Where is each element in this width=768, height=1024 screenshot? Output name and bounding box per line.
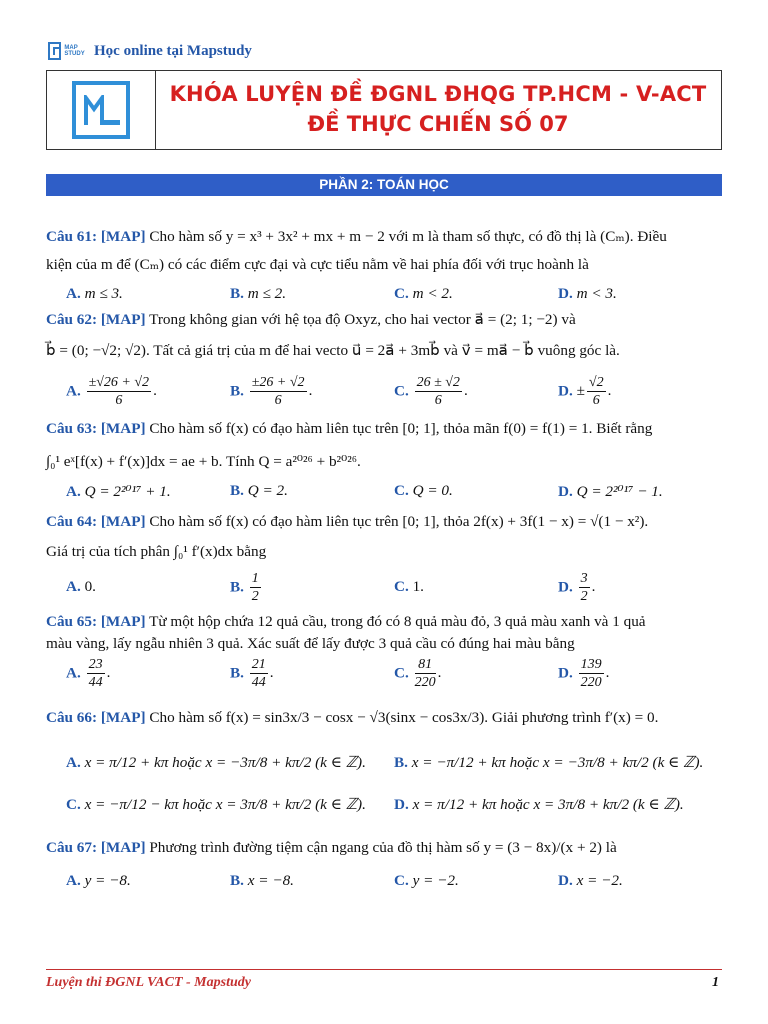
question-67: Câu 67: [MAP] Phương trình đường tiệm cận ngang của đồ thị hàm số y = (3 − 8x)/(x + 2) là (46, 839, 617, 856)
option-a[interactable]: A. Q = 2²⁰¹⁷ + 1. (66, 483, 171, 500)
option-c[interactable]: C. Q = 0. (394, 482, 453, 499)
question-62-options (66, 374, 726, 414)
question-61: Câu 61: [MAP] Cho hàm số y = x³ + 3x² + mx + m − 2 với m là tham số thực, có đồ thị là (Cₘ). Điều (46, 228, 667, 245)
option-d[interactable]: D. m < 3. (558, 285, 617, 302)
option-d[interactable]: D. $\frac{139}{220}$ . (558, 657, 610, 690)
question-65-options (66, 656, 726, 696)
question-62: Câu 62: [MAP] Trong không gian với hệ tọa độ Oxyz, cho hai vector a⃗ = (2; 1; −2) và (46, 311, 576, 328)
option-d[interactable]: D. x = −2. (558, 872, 623, 889)
question-66-options-row2 (66, 795, 726, 815)
option-d[interactable]: D. x = π/12 + kπ hoặc x = 3π/8 + kπ/2 (k ∈ ℤ). (394, 796, 684, 813)
footer-divider (46, 969, 722, 970)
question-61-options (66, 285, 726, 305)
question-65: Câu 65: [MAP] Từ một hộp chứa 12 quả cầu, trong đó có 8 quả màu đỏ, 3 quả màu xanh và 1 quả (46, 613, 646, 630)
question-64: Câu 64: [MAP] Cho hàm số f(x) có đạo hàm liên tục trên [0; 1], thỏa 2f(x) + 3f(1 − x) = √(1 − x²). (46, 513, 649, 530)
question-66-options-row1 (66, 753, 726, 773)
option-c[interactable]: C. y = −2. (394, 872, 459, 889)
logo-cell (47, 71, 156, 149)
option-a[interactable]: A. y = −8. (66, 872, 131, 889)
option-d[interactable]: D. Q = 2²⁰¹⁷ − 1. (558, 483, 663, 500)
question-67-options (66, 872, 726, 892)
option-b[interactable]: B. x = −π/12 + kπ hoặc x = −3π/8 + kπ/2 (k ∈ ℤ). (394, 754, 704, 771)
question-65-line2: màu vàng, lấy ngẫu nhiên 3 quả. Xác suất để lấy được 3 quả cầu có đúng hai màu bằng (46, 635, 575, 652)
option-b[interactable]: B. x = −8. (230, 872, 294, 889)
site-label: Học online tại Mapstudy (94, 42, 252, 59)
question-61-line2: kiện của m để (Cₘ) có các điểm cực đại và cực tiểu nằm về hai phía đối với trục hoành là (46, 256, 589, 273)
mapstudy-logo-small: MAP STUDY (48, 40, 88, 62)
option-a[interactable]: A. x = π/12 + kπ hoặc x = −3π/8 + kπ/2 (k ∈ ℤ). (66, 754, 366, 771)
option-a[interactable]: A. $\frac{\pm√26 + √2}{6}$ . (66, 375, 157, 408)
option-b[interactable]: B. m ≤ 2. (230, 285, 287, 302)
footer-text: Luyện thi ĐGNL VACT - Mapstudy (46, 975, 251, 990)
option-a[interactable]: A. $\frac{23}{44}$ . (66, 657, 111, 690)
option-b[interactable]: B. $\frac{\pm 26 + √2}{6}$ . (230, 375, 313, 408)
mapstudy-logo (72, 81, 130, 139)
site-header (48, 40, 252, 62)
course-title: KHÓA LUYỆN ĐỀ ĐGNL ĐHQG TP.HCM - V-ACT (169, 82, 707, 106)
option-d[interactable]: D. $\frac{3}{2}$ . (558, 571, 596, 604)
option-a[interactable]: A. m ≤ 3. (66, 285, 123, 302)
option-c[interactable]: C. m < 2. (394, 285, 453, 302)
question-64-line2: Giá trị của tích phân ∫₀¹ f′(x)dx bằng (46, 543, 267, 560)
page-number: 1 (712, 975, 719, 990)
option-c[interactable]: C. 1. (394, 578, 424, 595)
exam-header (46, 70, 722, 150)
option-b[interactable]: B. Q = 2. (230, 482, 288, 499)
option-b[interactable]: B. $\frac{1}{2}$ (230, 571, 259, 604)
question-63-options (66, 482, 726, 502)
question-63-line2: ∫₀¹ eˣ[f(x) + f′(x)]dx = ae + b. Tính Q = a²⁰²⁶ + b²⁰²⁶. (46, 453, 361, 470)
option-d[interactable]: D. ± $\frac{√2}{6}$ . (558, 375, 612, 408)
option-c[interactable]: C. $\frac{81}{220}$ . (394, 657, 442, 690)
question-66: Câu 66: [MAP] Cho hàm số f(x) = sin3x/3 − cosx − √3(sinx − cos3x/3). Giải phương trình f′(x) = 0. (46, 709, 659, 726)
question-63: Câu 63: [MAP] Cho hàm số f(x) có đạo hàm liên tục trên [0; 1], thỏa mãn f(0) = f(1) = 1. Biết rằng (46, 420, 653, 437)
option-a[interactable]: A. 0. (66, 578, 96, 595)
option-c[interactable]: C. x = −π/12 − kπ hoặc x = 3π/8 + kπ/2 (k ∈ ℤ). (66, 796, 366, 813)
section-banner: PHẦN 2: TOÁN HỌC (46, 174, 722, 196)
option-b[interactable]: B. $\frac{21}{44}$ . (230, 657, 274, 690)
exam-title: ĐỀ THỰC CHIẾN SỐ 07 (307, 112, 569, 136)
question-64-options (66, 570, 726, 610)
option-c[interactable]: C. $\frac{26 \pm √2}{6}$ . (394, 375, 468, 408)
question-62-line2: b⃗ = (0; −√2; √2). Tất cả giá trị của m để hai vecto u⃗ = 2a⃗ + 3mb⃗ và v⃗ = ma⃗ − b⃗ vuông góc là. (46, 342, 620, 359)
